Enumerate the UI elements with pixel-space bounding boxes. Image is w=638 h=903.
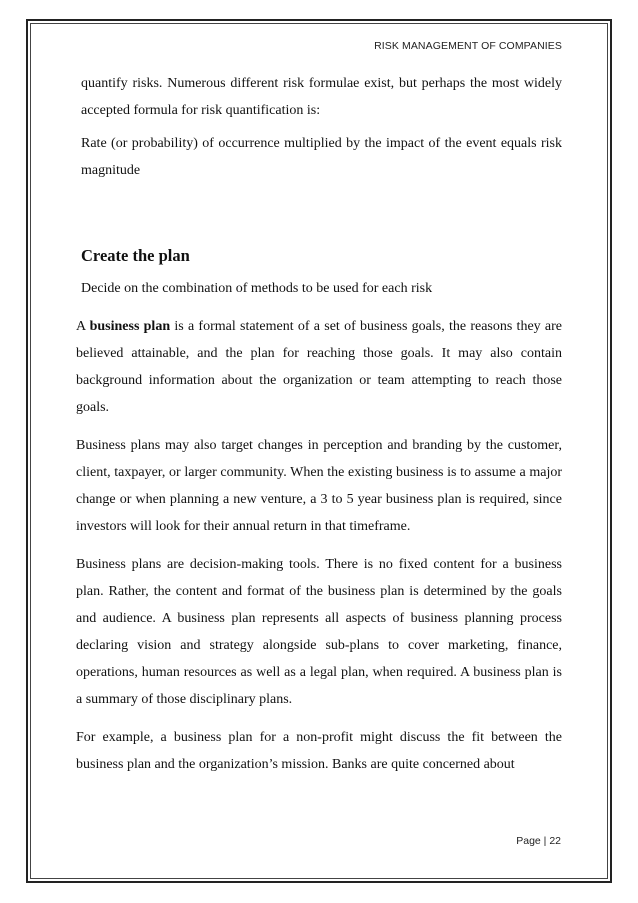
section-heading: Create the plan (81, 246, 190, 265)
paragraph-business-plan-targets: Business plans may also target changes in perception and branding by the customer, client, taxpayer, or larger community. When the existing business is to assume a major change or when planning a new venture, a 3 to 5 year business plan is required, since investors will look for their annual return in that timeframe. (76, 438, 562, 534)
paragraph-risk-quantification: quantify risks. Numerous different risk formulae exist, but perhaps the most widely accepted formula for risk quantification is: (81, 76, 562, 118)
page-body (76, 70, 562, 778)
running-header: RISK MANAGEMENT OF COMPANIES (374, 40, 562, 52)
lead-text: A (76, 319, 90, 334)
paragraph-business-plan-definition (76, 313, 562, 421)
paragraph-plan-intro: Decide on the combination of methods to be used for each risk (81, 281, 433, 296)
paragraph-business-plan-tools: Business plans are decision-making tools. There is no fixed content for a business plan. Rather, the content and format of the business plan is determined by the goals and audience. A business plan represents all aspects of business planning process declaring vision and strategy alongside sub-plans to cover marketing, finance, operations, human resources as well as a legal plan, when required. A business plan is a summary of those disciplinary plans. (76, 557, 562, 707)
bold-term: business plan (89, 319, 171, 334)
paragraph-risk-formula: Rate (or probability) of occurrence multiplied by the impact of the event equals risk magnitude (81, 136, 562, 178)
definition-text: is a formal statement of a set of business goals, the reasons they are believed attainable, and the plan for reaching those goals. It may also contain background information about the organization or team attempting to reach those goals. (76, 319, 563, 415)
paragraph-business-plan-example: For example, a business plan for a non-profit might discuss the fit between the business plan and the organization’s mission. Banks are quite concerned about (76, 730, 562, 772)
page-number: Page | 22 (516, 835, 561, 847)
section-spacer (76, 184, 562, 244)
